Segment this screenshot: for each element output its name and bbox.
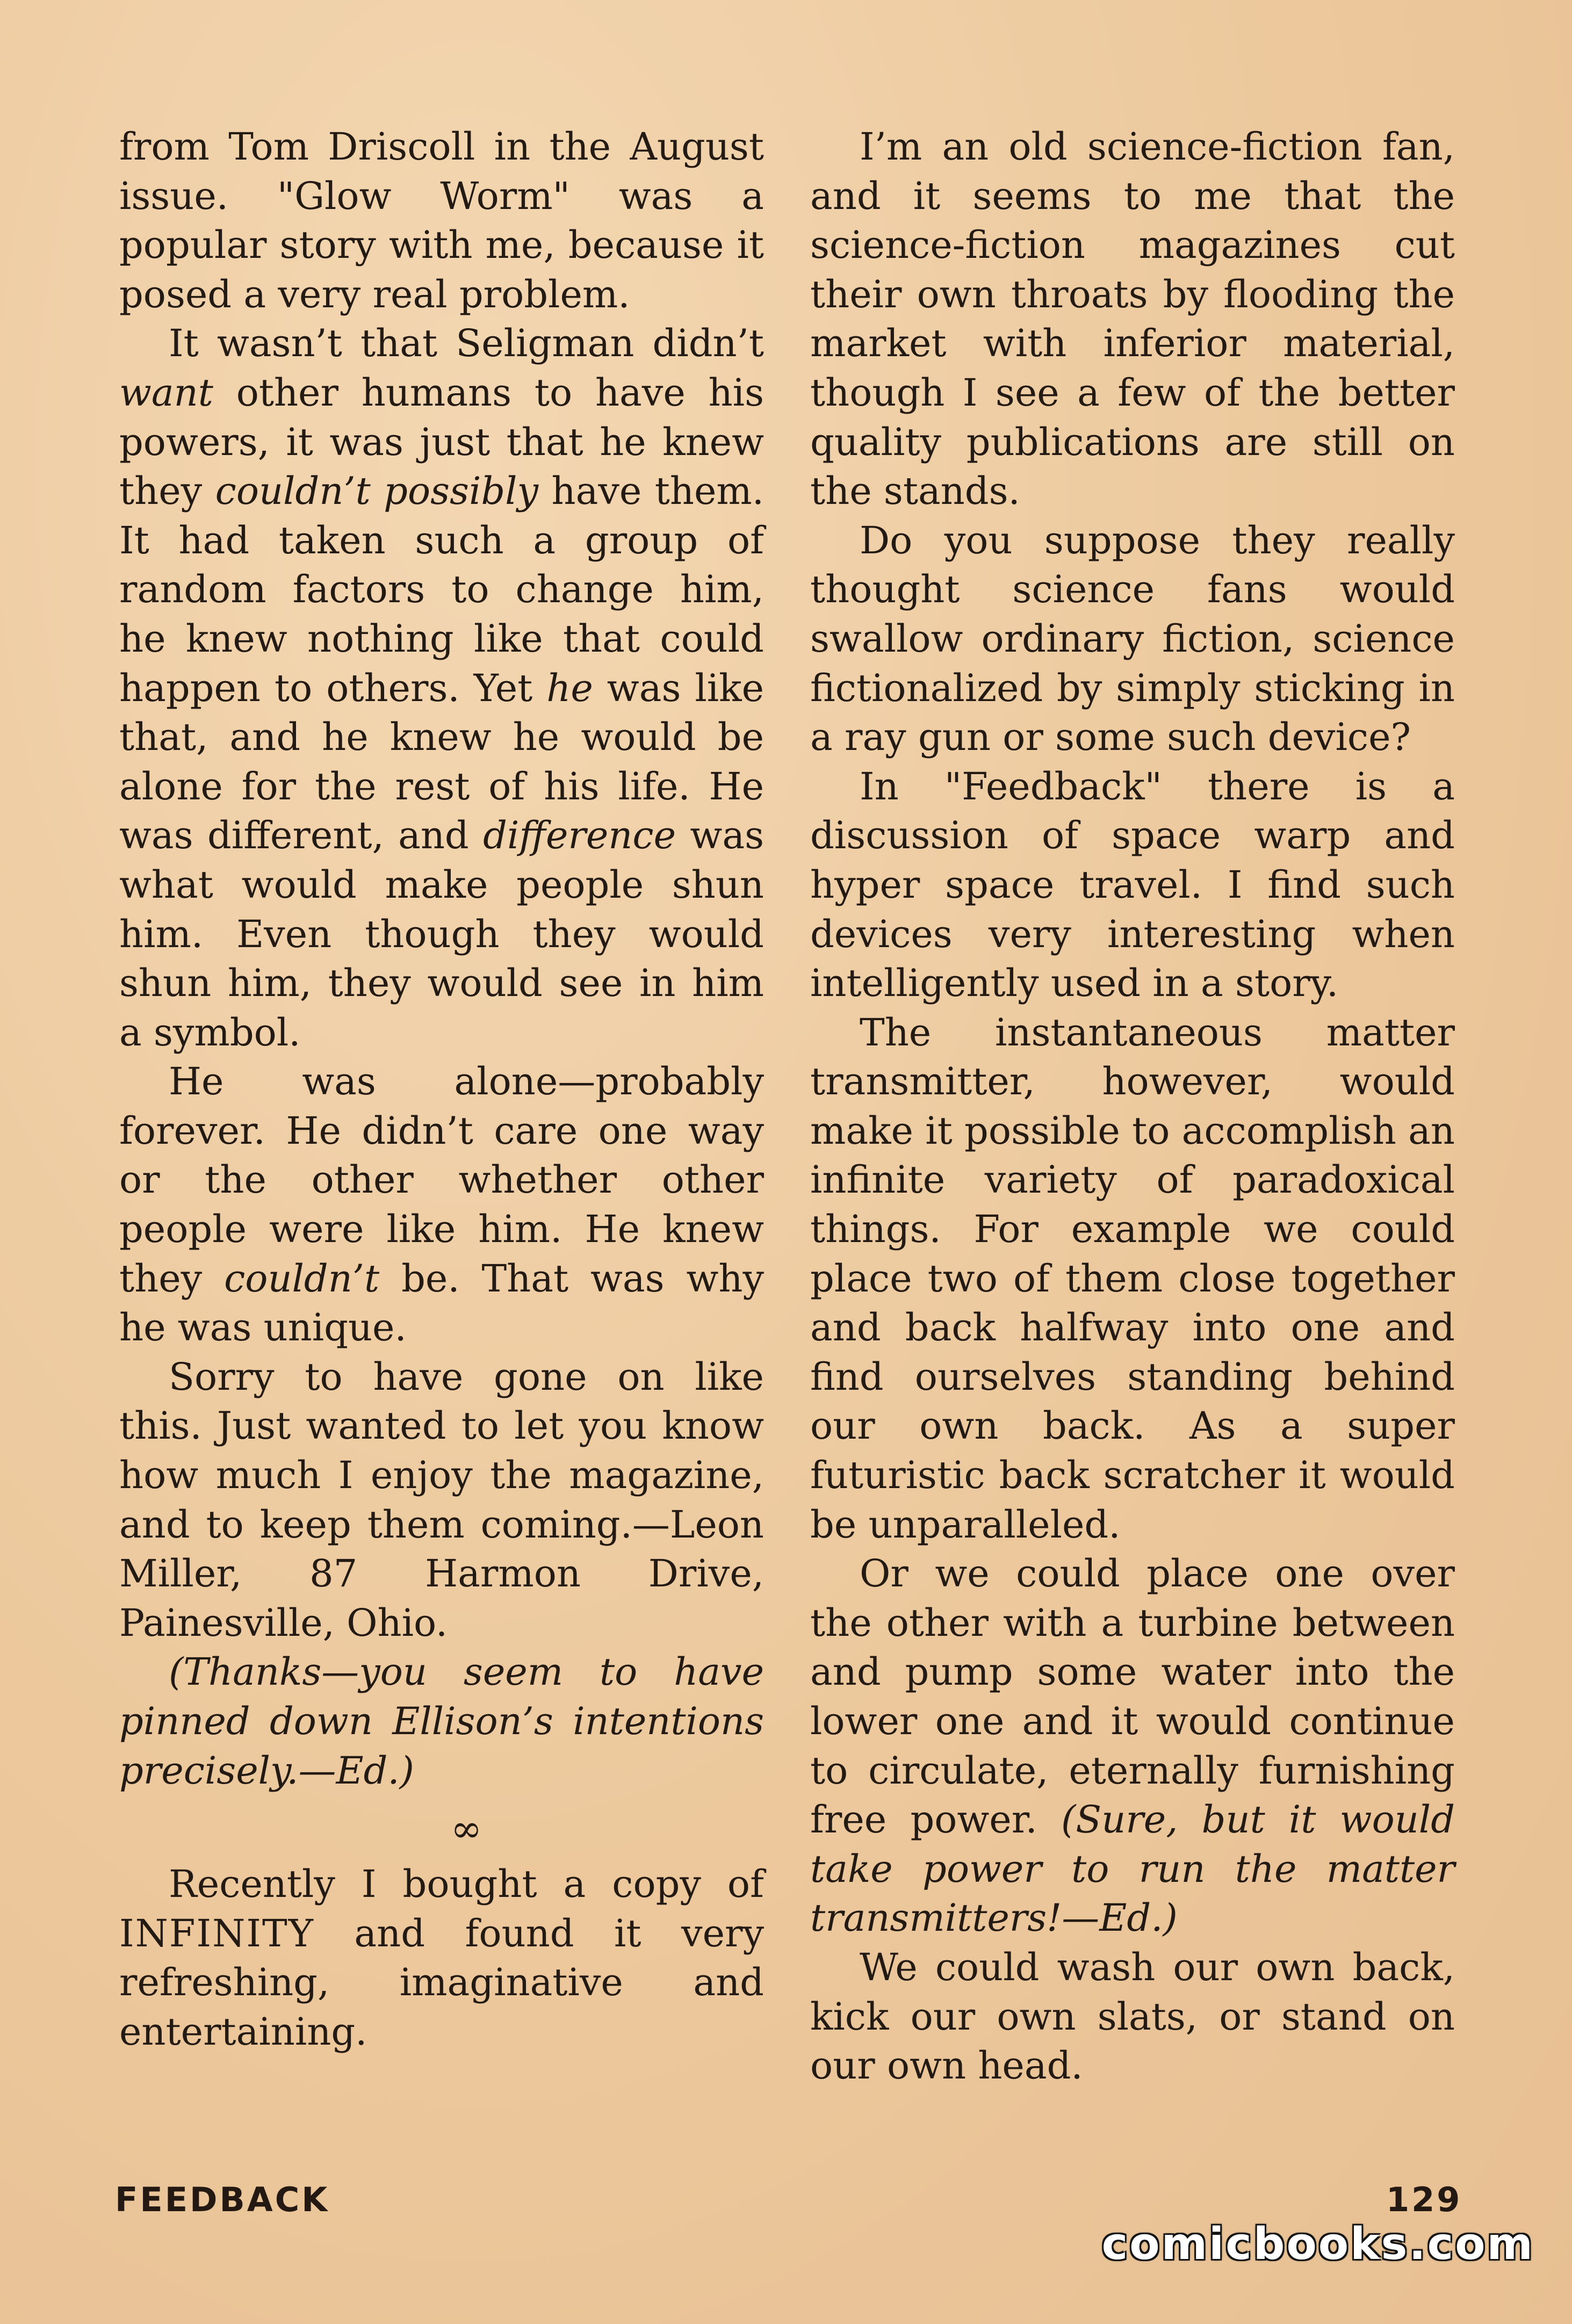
editor-aside: (Sure, but it would take power to run the matter transmitters!—Ed.): [810, 1798, 1455, 1940]
paragraph-text: (Thanks—you seem to have pinned down Ellison’s intentions precisely.—Ed.): [119, 1650, 764, 1793]
paragraph-text: In "Feedback" there is a discussion of space warp and hyper space travel. I find such devices very interesting when intelligently used in a story.: [810, 764, 1455, 1006]
section-footer: FEEDBACK: [115, 2180, 330, 2219]
paragraph: [810, 122, 1455, 516]
emphasis: couldn’t: [224, 1256, 380, 1301]
emphasis: want: [119, 370, 213, 415]
paragraph-text: Do you suppose they really thought science fans would swallow ordinary fiction, science fictionalized by simply sticking in a ray gun or some such device?: [810, 518, 1455, 760]
paragraph: [119, 1057, 764, 1353]
paragraph: [810, 1549, 1455, 1943]
paragraph-text: Sorry to have gone on like this. Just wanted to let you know how much I enjoy the magazine, and to keep them coming.—Leon Miller, 87 Harmon Drive, Painesville, Ohio.: [119, 1354, 764, 1645]
text-run: and found it very refreshing, imaginative and entertaining.: [119, 1911, 764, 2054]
page-number: 129: [1386, 2180, 1462, 2219]
text-run: have them. It had taken such a group of random factors to change him, he knew nothing like that could happen to others. Yet: [119, 469, 764, 710]
paragraph: [810, 762, 1455, 1008]
paragraph-text: The instantaneous matter transmitter, however, would make it possible to accomplish an infinite variety of paradoxical things. For example we could place two of them close together and back halfway into one and find ourselves standing behind our own back. As a super futuristic back scratcher it would be unparalleled.: [810, 1010, 1455, 1547]
paragraph: [119, 122, 764, 319]
text-run: other humans to have his powers, it was just that he knew they: [119, 370, 764, 514]
paragraph-text: We could wash our own back, kick our own slats, or stand on our own head.: [810, 1945, 1455, 2088]
text-run: Or we could place one over the other with a turbine between and pump some water into the lower one and it would continue to circulate, eternally furnishing free power.: [810, 1551, 1455, 1842]
paragraph-text: from Tom Driscoll in the August issue. "Glow Worm" was a popular story with me, because it posed a very real problem.: [119, 125, 764, 316]
paragraph-text: I’m an old science-fiction fan, and it seems to me that the science-fiction magazines cut their own throats by flooding the market with inferior material, though I see a few of the better quality publications are still on the stands.: [810, 125, 1455, 514]
paragraph: [810, 1943, 1455, 2091]
paragraph: [119, 1860, 764, 2056]
emphasis: he: [546, 666, 593, 710]
site-watermark: comicbooks.com: [1101, 2219, 1534, 2270]
text-run: was what would make people shun him. Even though they would shun him, they would see in him a symbol.: [119, 813, 764, 1055]
infinity-divider: ∞: [450, 1807, 482, 1851]
emphasis: difference: [483, 813, 676, 858]
letter-signoff-paragraph: [119, 1353, 764, 1648]
text-run: Recently I bought a copy of: [169, 1862, 764, 1907]
paragraph: [810, 516, 1455, 762]
text-run: be. That was why he was unique.: [119, 1256, 765, 1350]
left-column: [119, 122, 764, 2057]
paragraph: [810, 1008, 1455, 1550]
text-run: He was alone—probably forever. He didn’t care one way or the other whether other people were like him. He knew they: [119, 1059, 764, 1301]
emphasis: couldn’t possibly: [215, 469, 539, 514]
right-column: [810, 122, 1455, 2091]
paragraph: [119, 319, 764, 1057]
text-run: was like that, and he knew he would be alone for the rest of his life. He was different, and: [119, 666, 764, 858]
text-run: It wasn’t that Seligman didn’t: [169, 321, 764, 366]
magazine-name: INFINITY: [119, 1911, 314, 1955]
editor-reply: [119, 1648, 764, 1795]
